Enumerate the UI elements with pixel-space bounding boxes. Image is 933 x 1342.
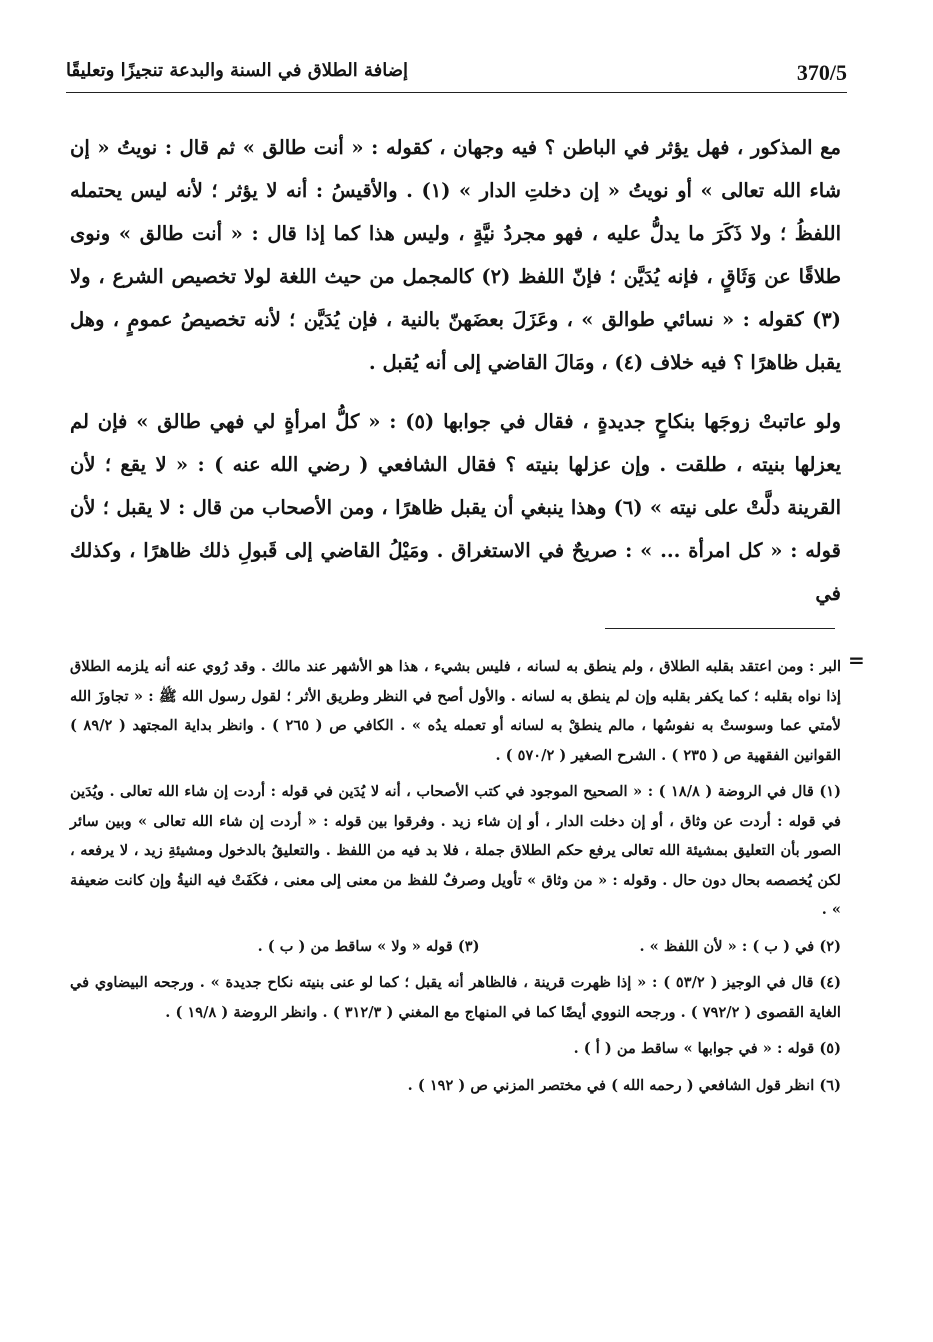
footnote-5: (٥) قوله : « في جوابها » ساقط من ( أ ) . bbox=[573, 1040, 841, 1057]
running-title: إضافة الطلاق في السنة والبدعة تنجيزًا وتعليقًا bbox=[66, 60, 409, 81]
footnote-4: (٤) قال في الوجيز ( ٥٣/٢ ) : « إذا ظهرت قرينة ، فالظاهر أنه يقبل ؛ كما لو عنى بنيته نكاح جديدة » . ورجحه البيضاوي في الغاية القصوى ( ٧٩٢/٢ ) . ورجحه النووي أيضًا كما في المنهاج مع المغني ( ٣١٢/٣ ) . وانظر الروضة ( ١٩/٨ ) . bbox=[70, 974, 841, 1021]
footnote-continuation-mark: = bbox=[848, 648, 865, 672]
footnote-3: (٣) قوله « ولا » ساقط من ( ب ) . bbox=[257, 937, 480, 955]
footnote-6: (٦) انظر قول الشافعي ( رحمه الله ) في مختصر المزني ص ( ١٩٢ ) . bbox=[407, 1076, 841, 1094]
page-header bbox=[66, 58, 847, 93]
footnote-continuation: البر : ومن اعتقد بقلبه الطلاق ، ولم ينطق به لسانه ، فليس بشيء ، هذا هو الأشهر عند مالك . وقد رُوي عنه أنه يلزمه الطلاق إذا نواه بقلبه ؛ كما يكفر بقلبه وإن لم ينطق به لسانه . والأول أصح في النظر وطريق الأثر ؛ لقول رسول الله ﷺ : « تجاوزَ الله لأمتي عما وسوستْ به نفوسُها ، مالم ينطقْ به لسانه أو تعمله يدُه » . الكافي ص ( ٢٦٥ ) . وانظر بداية المجتهد ( ٨٩/٢ ) القوانين الفقهية ص ( ٢٣٥ ) . الشرح الصغير ( ٥٧٠/٢ ) . bbox=[70, 658, 841, 764]
footnote-1: (١) قال في الروضة ( ١٨/٨ ) : « الصحيح الموجود في كتب الأصحاب ، أنه لا يُدَين في قوله : أردت إن شاء الله تعالى . ويُدَين في قوله : أردت عن وثاق ، أو إن دخلت الدار ، أو إن شاء زيد . وفرقوا بين قوله : « أردت إن شاء الله تعالى » وبين سائر الصور بأن التعليق بمشيئة الله تعالى يرفع حكم الطلاق جملة ، فلا بد فيه من اللفظ . والتعليقُ بالدخول ومشيئةِ زيد ، لا يرفعه ، لكن يُخصصه بحال دون حال . وقوله : « من وثاق » تأويل وصرفٌ للفظ من معنى إلى معنى ، فكَفَتْ فيه النيةُ وإن كانت ضعيفة » . bbox=[70, 783, 841, 918]
footnote-pair bbox=[70, 932, 841, 962]
main-text bbox=[70, 126, 841, 615]
page-number: 370/5 bbox=[796, 60, 847, 85]
footnote-separator bbox=[605, 628, 835, 629]
footnote-2: (٢) في ( ب ) : « لأن اللفظ » . bbox=[639, 937, 841, 955]
footnotes bbox=[70, 652, 841, 1100]
paragraph: ولو عاتبتْ زوجَها بنكاحٍ جديدةٍ ، فقال في جوابها (٥) : « كلُّ امرأةٍ لي فهي طالق » فإن لم يعزلها بنيته ، طلقت . وإن عزلها بنيته ؟ فقال الشافعي ( رضي الله عنه ) : « لا يقع ؛ لأن القرينة دلَّتْ على نيته » (٦) وهذا ينبغي أن يقبل ظاهرًا ، ومن الأصحاب من قال : لا يقبل ؛ لأن قوله : « كل امرأة ... » : صريحٌ في الاستغراق . ومَيْلُ القاضي إلى قَبولِ ذلك ظاهرًا ، وكذلك في bbox=[70, 410, 842, 605]
paragraph: مع المذكور ، فهل يؤثر في الباطن ؟ فيه وجهان ، كقوله : « أنت طالق » ثم قال : نويتُ « إن شاء الله تعالى » أو نويتُ « إن دخلتِ الدار » (١) . والأقيسُ : أنه لا يؤثر ؛ لأنه ليس يحتمله اللفظُ ؛ ولا ذَكَرَ ما يدلُّ عليه ، فهو مجردُ نيَّةٍ ، وليس هذا كما إذا قال : « أنت طالق » ونوى طلاقًا عن وَثَاقٍ ، فإنه يُدَيَّن ؛ فإنّ اللفظ (٢) كالمجمل من حيث اللغة لولا تخصيص الشرع ، ولا (٣) كقوله : « نسائي طوالق » ، وعَزَلَ بعضَهنّ بالنية ، فإن يُدَيَّن ؛ لأنه تخصيصُ عمومٍ ، وهل يقبل ظاهرًا ؟ فيه خلاف (٤) ، ومَالَ القاضي إلى أنه يُقبل . bbox=[70, 136, 842, 374]
